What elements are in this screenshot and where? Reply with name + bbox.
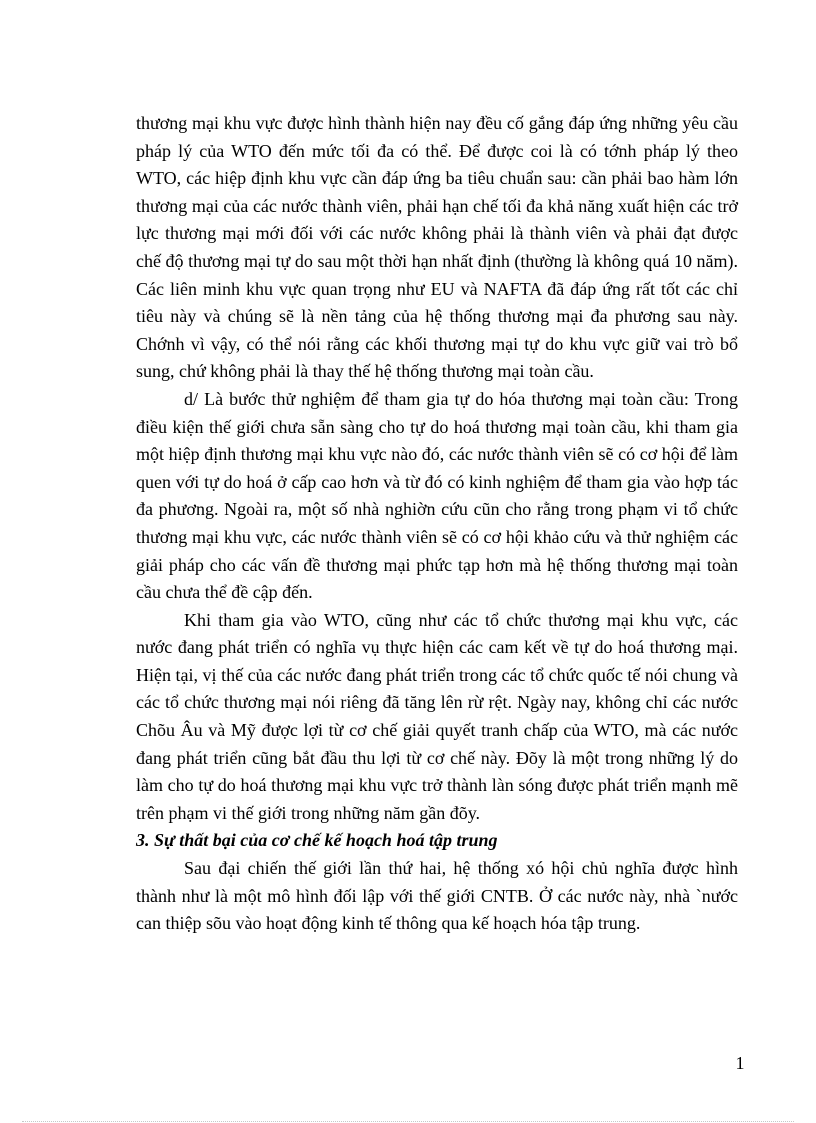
document-body: [136, 110, 738, 938]
page-number: 1: [735, 1053, 745, 1073]
paragraph-section-intro: Sau đại chiến thế giới lần thứ hai, hệ thống xó hội chủ nghĩa được hình thành như là một mô hình đối lập với thế giới CNTB. Ở các nước này, nhà `nước can thiệp sõu vào hoạt động kinh tế thông qua kế hoạch hóa tập trung.: [136, 858, 738, 934]
paragraph-pilot-liberalization: d/ Là bước thử nghiệm để tham gia tự do hóa thương mại toàn cầu: Trong điều kiện thế giới chưa sẵn sàng cho tự do hoá thương mại toàn cầu, khi tham gia một hiệp định thương mại khu vực nào đó, các nước thành viên sẽ có cơ hội để làm quen với tự do hoá ở cấp cao hơn và từ đó có kinh nghiệm để tham gia vào hợp tác đa phương. Ngoài ra, một số nhà nghiờn cứu cũn cho rằng trong phạm vi tổ chức thương mại khu vực, các nước thành viên sẽ có cơ hội khảo cứu và thử nghiệm các giải pháp cho các vấn đề thương mại phức tạp hơn mà hệ thống thương mại toàn cầu chưa thể đề cập đến.: [136, 388, 738, 603]
page-bottom-divider: [22, 1121, 794, 1122]
paragraph-wto-developing-countries: Khi tham gia vào WTO, cũng như các tổ chức thương mại khu vực, các nước đang phát triển có nghĩa vụ thực hiện các cam kết về tự do hoá thương mại. Hiện tại, vị thế của các nước đang phát triển trong các tổ chức quốc tế nói chung và các tổ chức thương mại nói riêng đã tăng lên rừ rệt. Ngày nay, không chỉ các nước Chõu Âu và Mỹ được lợi từ cơ chế giải quyết tranh chấp của WTO, mà các nước đang phát triển cũng bắt đầu thu lợi từ cơ chế này. Đõy là một trong những lý do làm cho tự do hoá thương mại khu vực trở thành làn sóng được phát triển mạnh mẽ trên phạm vi thế giới trong những năm gần đõy.: [136, 609, 738, 823]
section-heading: 3. Sự thất bại của cơ chế kế hoạch hoá tập trung: [136, 830, 498, 851]
paragraph-continued: thương mại khu vực được hình thành hiện nay đều cố gắng đáp ứng những yêu cầu pháp lý của WTO đến mức tối đa có thể. Để được coi là có tớnh pháp lý theo WTO, các hiệp định khu vực cần đáp ứng ba tiêu chuẩn sau: cần phải bao hàm lớn thương mại của các nước thành viên, phải hạn chế tối đa khả năng xuất hiện các trở lực thương mại mới đối với các nước không phải là thành viên và phải đạt được chế độ thương mại tự do sau một thời hạn nhất định (thường là không quá 10 năm). Các liên minh khu vực quan trọng như EU và NAFTA đã đáp ứng rất tốt các chỉ tiêu này và chúng sẽ là nền tảng của hệ thống thương mại đa phương sau này. Chớnh vì vậy, có thể nói rằng các khối thương mại tự do khu vực giữ vai trò bổ sung, chứ không phải là thay thế hệ thống thương mại toàn cầu.: [136, 113, 738, 382]
